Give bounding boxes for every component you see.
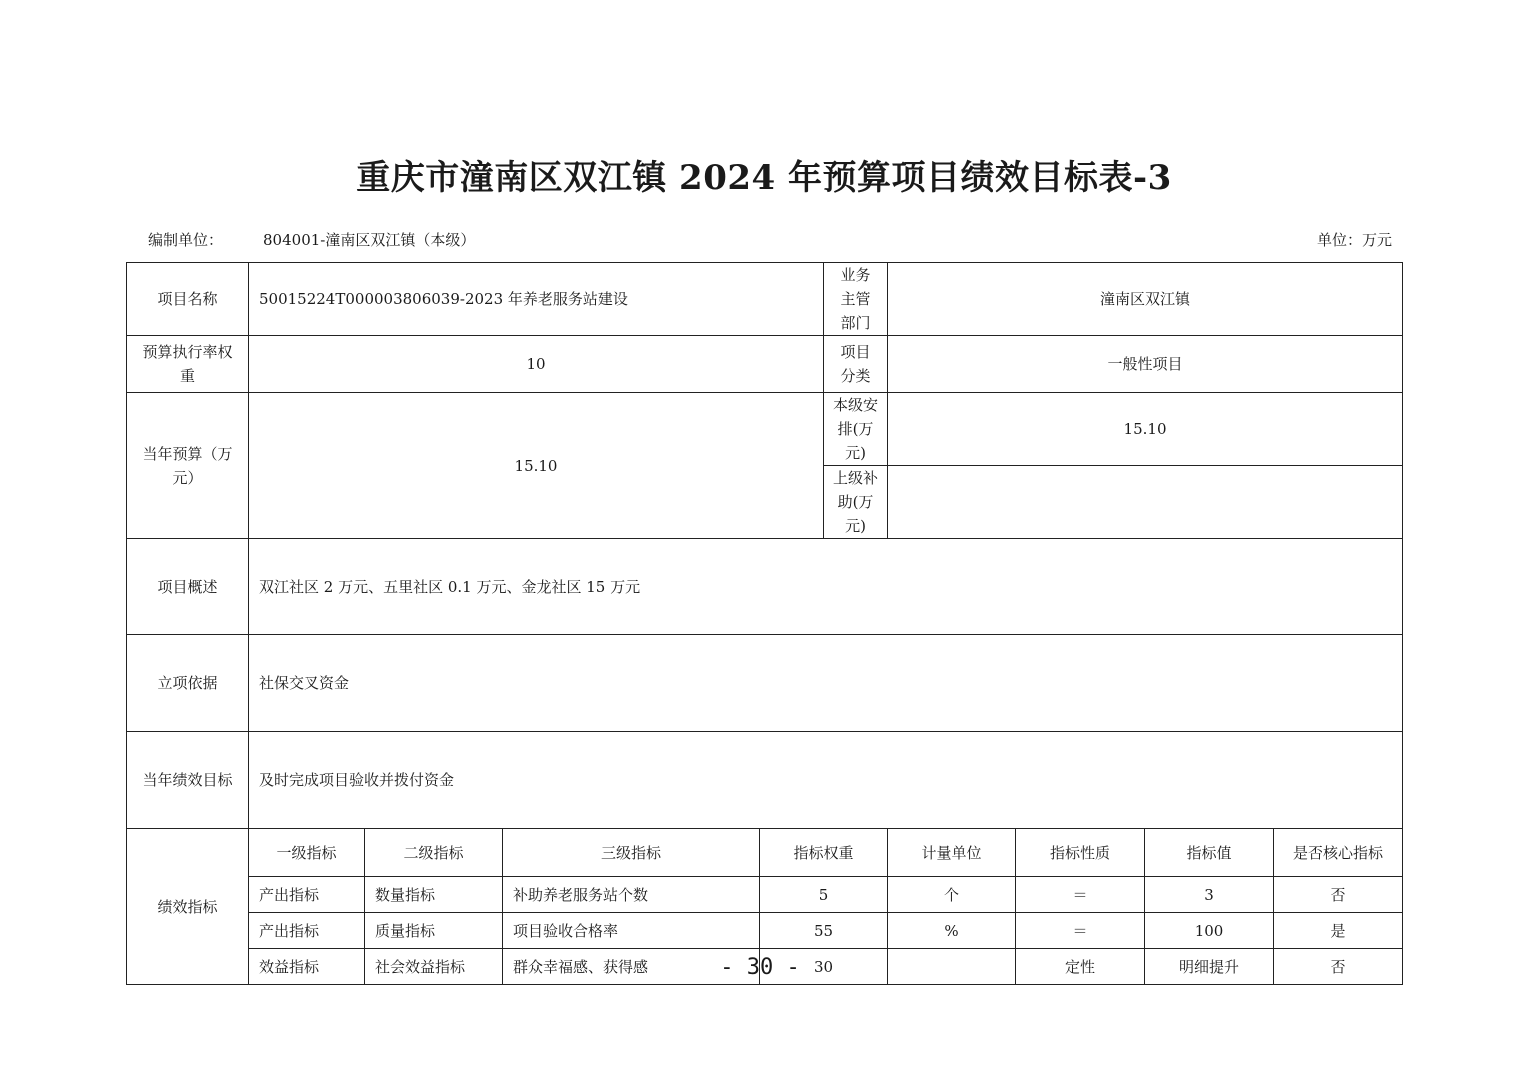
header-level3: 三级指标	[503, 829, 760, 877]
compiling-unit-value: 804001-潼南区双江镇（本级）	[263, 231, 476, 249]
currency-unit: 单位：万元	[1316, 231, 1392, 249]
goal-label: 当年绩效目标	[127, 732, 249, 829]
header-core: 是否核心指标	[1274, 829, 1403, 877]
header-unit: 计量单位	[888, 829, 1016, 877]
exec-weight-label: 预算执行率权重	[127, 336, 249, 393]
header-weight: 指标权重	[760, 829, 888, 877]
header-nature: 指标性质	[1016, 829, 1145, 877]
indicator-core: 否	[1274, 949, 1403, 985]
local-budget-value: 15.10	[888, 393, 1403, 466]
indicator-value: 100	[1145, 913, 1274, 949]
header-value: 指标值	[1145, 829, 1274, 877]
project-name-value: 50015224T000003806039-2023 年养老服务站建设	[249, 263, 824, 336]
indicator-nature: ＝	[1016, 877, 1145, 913]
indicator-core: 否	[1274, 877, 1403, 913]
budget-value: 15.10	[249, 393, 824, 539]
upper-subsidy-label: 上级补助(万元)	[824, 466, 888, 539]
indicator-l2: 社会效益指标	[365, 949, 503, 985]
basis-value: 社保交叉资金	[249, 635, 1403, 732]
dept-label: 业务主管部门	[824, 263, 888, 336]
page-title: 重庆市潼南区双江镇 2024 年预算项目绩效目标表-3	[356, 158, 1172, 198]
indicator-weight: 30	[760, 949, 888, 985]
indicator-unit: %	[888, 913, 1016, 949]
goal-value: 及时完成项目验收并拨付资金	[249, 732, 1403, 829]
compiling-unit-label: 编制单位：	[148, 231, 224, 249]
basis-label: 立项依据	[127, 635, 249, 732]
performance-table	[126, 262, 1403, 985]
indicator-core: 是	[1274, 913, 1403, 949]
indicator-l2: 质量指标	[365, 913, 503, 949]
table-row	[127, 913, 1403, 949]
compiling-unit	[148, 229, 475, 250]
budget-label: 当年预算（万元）	[127, 393, 249, 539]
overview-label: 项目概述	[127, 539, 249, 635]
table-row	[127, 877, 1403, 913]
indicator-l3: 项目验收合格率	[503, 913, 760, 949]
category-value: 一般性项目	[888, 336, 1403, 393]
category-label: 项目分类	[824, 336, 888, 393]
project-name-label: 项目名称	[127, 263, 249, 336]
overview-value: 双江社区 2 万元、五里社区 0.1 万元、金龙社区 15 万元	[249, 539, 1403, 635]
header-level1: 一级指标	[249, 829, 365, 877]
indicator-nature: 定性	[1016, 949, 1145, 985]
local-budget-label: 本级安排(万元)	[824, 393, 888, 466]
indicator-weight: 5	[760, 877, 888, 913]
indicator-l1: 产出指标	[249, 913, 365, 949]
perf-indicators-label: 绩效指标	[127, 829, 249, 985]
indicator-unit: 个	[888, 877, 1016, 913]
indicator-nature: ＝	[1016, 913, 1145, 949]
indicator-l3: 群众幸福感、获得感	[503, 949, 760, 985]
indicator-value: 明细提升	[1145, 949, 1274, 985]
indicator-l1: 效益指标	[249, 949, 365, 985]
header-level2: 二级指标	[365, 829, 503, 877]
indicator-weight: 55	[760, 913, 888, 949]
indicator-value: 3	[1145, 877, 1274, 913]
indicator-l3: 补助养老服务站个数	[503, 877, 760, 913]
dept-value: 潼南区双江镇	[888, 263, 1403, 336]
upper-subsidy-value	[888, 466, 1403, 539]
exec-weight-value: 10	[249, 336, 824, 393]
page-number: - 30 -	[720, 955, 800, 980]
indicator-l2: 数量指标	[365, 877, 503, 913]
indicator-l1: 产出指标	[249, 877, 365, 913]
